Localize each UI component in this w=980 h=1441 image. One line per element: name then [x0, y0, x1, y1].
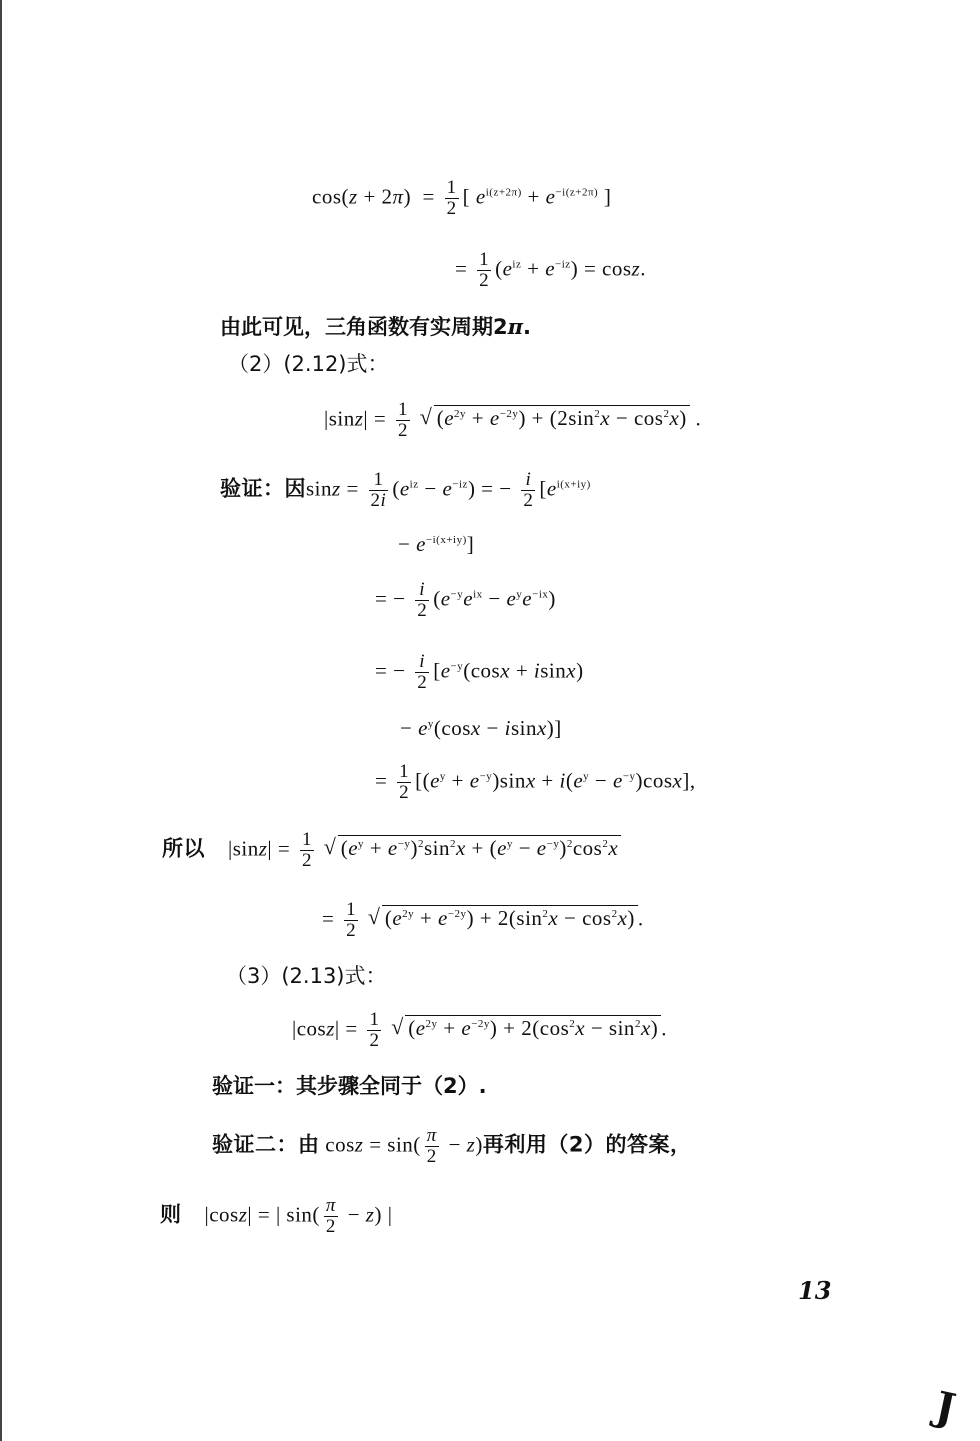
verify-sinz-4: = − $\frac{i}{2}$ [$e^{-y}(\cos x + isinx)$ [375, 651, 584, 693]
conclusion-period: 由此可见，三角函数有实周期2π. [220, 314, 531, 339]
equation-abs-sinz: |sinz| = $\frac{1}{2}$ √ $(e^{2y} + e^{-2y}) + (2\sin^2x - \cos^2x)$ . [324, 400, 701, 441]
corner-mark: J [931, 1382, 960, 1433]
heading-2-13: （3）(2.13)式： [226, 964, 387, 988]
page-edge [0, 0, 2, 1441]
verify-sinz-2: − $e^{-i(x+iy)}$] [398, 532, 475, 556]
verify-sinz-5: − $e^y(\cos x - isinx)$] [400, 716, 562, 740]
verify-sinz-1: 验证：因sinz = $\frac{1}{2i}$ $(e^{iz} - e^{-iz})$ = − $\frac{i}{2}$ [$e^{i(x+iy)}$ [220, 469, 591, 511]
verify-two: 验证二：由 cosz = sin( $\frac{\pi}{2}$ − z)再利用（2）的答案， [212, 1125, 692, 1167]
heading-2-12: （2）(2.12)式： [228, 352, 389, 376]
equation-cos-period-2: = $\frac{1}{2}$ $(e^{iz} + e^{-iz}) = \cos z$. [455, 249, 646, 291]
equation-cos-period-1: cos(z + 2π) = $\frac{1}{2}$ [ $e^{i(z+2\pi)} + e^{-i(z+2\pi)}$ ] [312, 177, 612, 219]
verify-one: 验证一：其步骤全同于（2）. [212, 1074, 487, 1098]
then-cosz: 则 |cosz| = | sin( $\frac{\pi}{2}$ − z) | [160, 1195, 393, 1237]
so-sinz-2: = $\frac{1}{2}$ √ $(e^{2y} + e^{-2y}) + 2(\sin^2x - \cos^2x)$ . [322, 900, 644, 941]
so-sinz-1: 所以 |sinz| = $\frac{1}{2}$ √ $(e^y + e^{-y})^2\sin^2x + (e^y - e^{-y})^2\cos^2x$ [162, 830, 621, 871]
verify-sinz-3: = − $\frac{i}{2}$ $(e^{-y}e^{ix} - e^ye^{-ix})$ [375, 579, 556, 621]
page-number: 13 [798, 1276, 832, 1305]
verify-sinz-6: = $\frac{1}{2}$ $[(e^y + e^{-y})\sin x + i(e^y - e^{-y})\cos x]$, [375, 761, 696, 803]
equation-abs-cosz: |cosz| = $\frac{1}{2}$ √ $(e^{2y} + e^{-2y}) + 2(\cos^2x - \sin^2x)$ . [292, 1010, 667, 1051]
